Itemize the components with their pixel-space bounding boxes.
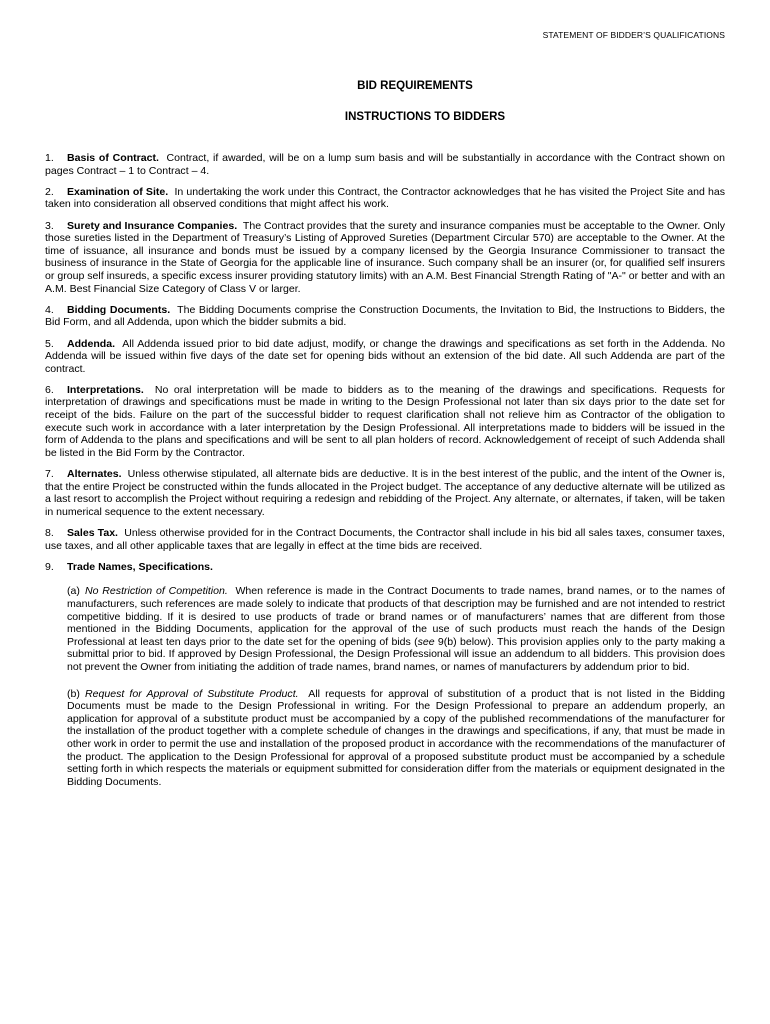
section-text: All Addenda issued prior to bid date adjust, modify, or change the drawings and specifications as set forth in the Addenda. No Addenda will be issued within five days of the date set for opening bids without an extension of the bid date. All such Addenda are part of the contract. <box>45 337 725 375</box>
section-heading: Surety and Insurance Companies. <box>67 219 238 232</box>
section-5: 5. Addenda. All Addenda issued prior to bid date adjust, modify, or change the drawings and specifications as set forth in the Addenda. No Addenda will be issued within five days of the date set for opening bids without an extension of the bid date. All such Addenda are part of the contract. <box>45 337 725 375</box>
section-8: 8. Sales Tax. Unless otherwise provided for in the Contract Documents, the Contractor shall include in his bid all sales taxes, consumer taxes, use taxes, and all other applicable taxes that are legally in effect at the time bids are received. <box>45 527 725 552</box>
subsection-text: All requests for approval of substitution of a product that is not listed in the Bidding Documents must be made to the Design Professional in writing. For the Design Professional to prepare an addendum properly, an application for approval of a substitute product must be accompanied by a copy of the published recommendations of the manufacturer for the installation of the product together with a complete schedule of changes in the drawings and specifications, if any, that must be made in other work in order to permit the use and installation of the proposed product in accordance with the recommendations of the manufacturer of the product. The application to the Design Professional for approval of a proposed substitute product must be accompanied by a schedule setting forth in which respects the materials or equipment submitted for consideration differ from the materials or equipment designated in the Bidding Documents. <box>67 687 725 788</box>
see-reference: see <box>417 635 435 648</box>
section-heading: Interpretations. <box>67 383 144 396</box>
section-1: 1. Basis of Contract. Contract, if awarded, will be on a lump sum basis and will be substantially in accordance with the Contract shown on pages Contract – 1 to Contract – 4. <box>45 152 725 177</box>
section-heading: Alternates. <box>67 468 122 481</box>
section-heading: Examination of Site. <box>67 185 169 198</box>
section-heading: Bidding Documents. <box>67 303 171 316</box>
section-heading: Trade Names, Specifications. <box>67 560 213 573</box>
page-subtitle: INSTRUCTIONS TO BIDDERS <box>344 111 506 123</box>
page-title: BID REQUIREMENTS <box>357 80 473 92</box>
section-9a: (a) No Restriction of Competition. When reference is made in the Contract Documents to trade names, brand names, or to the names of manufacturers, such references are made solely to indicate that products of that description may be furnished and are not intended to restrict competitive bidding. If it is desired to use products of trade or brand names or of manufacturers’ names that are different from those mentioned in the Bidding Documents, application for the approval of the use of such products must reach the hands of the Design Professional at least ten days prior to the date set for the opening of bids (see 9(b) below). This provision applies only to the party making a submittal prior to bid. If approved by Design Professional, the Design Professional will issue an addendum to all bidders. This provision does not prevent the Owner from initiating the addition of trade names, brand names, or names of manufacturers by addendum prior to bid. <box>67 585 725 673</box>
running-header: STATEMENT OF BIDDER’S QUALIFICATIONS <box>542 30 725 40</box>
section-text: Contract, if awarded, will be on a lump sum basis and will be substantially in accordance with the Contract shown on pages Contract – 1 to Contract – 4. <box>45 152 725 177</box>
section-9b: (b) Request for Approval of Substitute Product. All requests for approval of substitution of a product that is not listed in the Bidding Documents must be made to the Design Professional in writing. For the Design Professional to prepare an addendum properly, an application for approval of a substitute product must be accompanied by a copy of the published recommendations of the manufacturer for the installation of the product together with a complete schedule of changes in the drawings and specifications, if any, that must be made in other work in order to permit the use and installation of the proposed product in accordance with the recommendations of the manufacturer of the product. The application to the Design Professional for approval of a proposed substitute product must be accompanied by a schedule setting forth in which respects the materials or equipment submitted for consideration differ from the materials or equipment designated in the Bidding Documents. <box>67 687 725 788</box>
section-heading: Sales Tax. <box>67 527 118 539</box>
section-text: Unless otherwise provided for in the Contract Documents, the Contractor shall include in his bid all sales taxes, consumer taxes, use taxes, and all other applicable taxes that are legally in effect at the time bids are received. <box>45 527 725 552</box>
section-9: 9. Trade Names, Specifications. <box>45 560 213 573</box>
subsection-title: Request for Approval of Substitute Product. <box>85 687 299 700</box>
section-2: 2. Examination of Site. In undertaking the work under this Contract, the Contractor acknowledges that he has visited the Project Site and has taken into consideration all observed conditions that might affect his work. <box>45 185 725 211</box>
section-heading: Addenda. <box>67 337 116 350</box>
subsection-text: When reference is made in the Contract Documents to trade names, brand names, or to the names of manufacturers, such references are made solely to indicate that products of that description may be furnished and are not intended to restrict competitive bidding. If it is desired to use products of trade or brand names or of manufacturers’ names that are different from those mentioned in the Bidding Documents, application for the approval of the use of such products must reach the hands of the Design Professional at least ten days prior to the date set for the opening of bids ( <box>67 585 725 648</box>
section-heading: Basis of Contract. <box>67 152 159 164</box>
section-text: Unless otherwise stipulated, all alternate bids are deductive. It is in the best interest of the public, and the intent of the Owner is, that the entire Project be constructed within the funds allocated in the Project budget. The acceptance of any deductive alternate will be utilized as a last resort to accomplish the Project without requiring a redesign and rebidding of the Project. Any alternate, or alternates, if taken, will be taken in numerical sequence to the extent necessary. <box>45 468 725 518</box>
section-6: 6. Interpretations. No oral interpretation will be made to bidders as to the meaning of the drawings and specifications. Requests for interpretation of drawings and specifications must be made in writing to the Design Professional not later than six days prior to the date set for receipt of the bids. Failure on the part of the successful bidder to request clarification shall not relieve him as Contractor of the obligation to execute such work in accordance with a later interpretation by the Design Professional. All interpretations made to bidders will be issued in the form of Addenda to the plans and specifications and will be sent to all plan holders of record. Acknowledgement of receipt of such Addenda shall be listed in the Bid Form by the Contractor. <box>45 383 725 459</box>
section-7: 7. Alternates. Unless otherwise stipulated, all alternate bids are deductive. It is in the best interest of the public, and the intent of the Owner is, that the entire Project be constructed within the funds allocated in the Project budget. The acceptance of any deductive alternate will be utilized as a last resort to accomplish the Project without requiring a redesign and rebidding of the Project. Any alternate, or alternates, if taken, will be taken in numerical sequence to the extent necessary. <box>45 468 725 518</box>
section-4: 4. Bidding Documents. The Bidding Documents comprise the Construction Documents, the Invitation to Bid, the Instructions to Bidders, the Bid Form, and all Addenda, upon which the bidder submits a bid. <box>45 303 725 329</box>
subsection-title: No Restriction of Competition. <box>85 585 228 598</box>
section-text: In undertaking the work under this Contract, the Contractor acknowledges that he has visited the Project Site and has taken into consideration all observed conditions that might affect his work. <box>45 185 725 211</box>
instructions-body <box>45 152 725 802</box>
section-text: No oral interpretation will be made to bidders as to the meaning of the drawings and specifications. Requests for interpretation of drawings and specifications must be made in writing to the Design Professional not later than six days prior to the date set for receipt of the bids. Failure on the part of the successful bidder to request clarification shall not relieve him as Contractor of the obligation to execute such work in accordance with a later interpretation by the Design Professional. All interpretations made to bidders will be issued in the form of Addenda to the plans and specifications and will be sent to all plan holders of record. Acknowledgement of receipt of such Addenda shall be listed in the Bid Form by the Contractor. <box>45 383 725 459</box>
section-3: 3. Surety and Insurance Companies. The Contract provides that the surety and insurance companies must be acceptable to the Owner. Only those sureties listed in the Department of Treasury’s Listing of Approved Sureties (Department Circular 570) are acceptable to the Owner. At the time of issuance, all insurance and bonds must be issued by a company licensed by the Georgia Insurance Commissioner to transact the business of insurance in the State of Georgia for the applicable line of insurance. Such company shall be an insurer (or, for qualified self insurers or group self insureds, a specific excess insurer providing statutory limits) with an A.M. Best Financial Strength Rating of "A-" or better and with an A.M. Best Financial Size Category of Class V or larger. <box>45 219 725 295</box>
section-text: The Contract provides that the surety and insurance companies must be acceptable to the Owner. Only those sureties listed in the Department of Treasury’s Listing of Approved Sureties (Department Circular 570) are acceptable to the Owner. At the time of issuance, all insurance and bonds must be issued by a company licensed by the Georgia Insurance Commissioner to transact the business of insurance in the State of Georgia for the applicable line of insurance. Such company shall be an insurer (or, for qualified self insurers or group self insureds, a specific excess insurer providing statutory limits) with an A.M. Best Financial Strength Rating of "A-" or better and with an A.M. Best Financial Size Category of Class V or larger. <box>45 219 725 295</box>
subsection-text-continued: 9(b) below). This provision applies only to the party making a submittal prior to bid. If approved by Design Professional, the Design Professional will issue an addendum to all bidders. This provision does not prevent the Owner from initiating the addition of trade names, brand names, or names of manufacturers by addendum prior to bid. <box>67 635 725 673</box>
section-text: The Bidding Documents comprise the Construction Documents, the Invitation to Bid, the Instructions to Bidders, the Bid Form, and all Addenda, upon which the bidder submits a bid. <box>45 303 725 329</box>
